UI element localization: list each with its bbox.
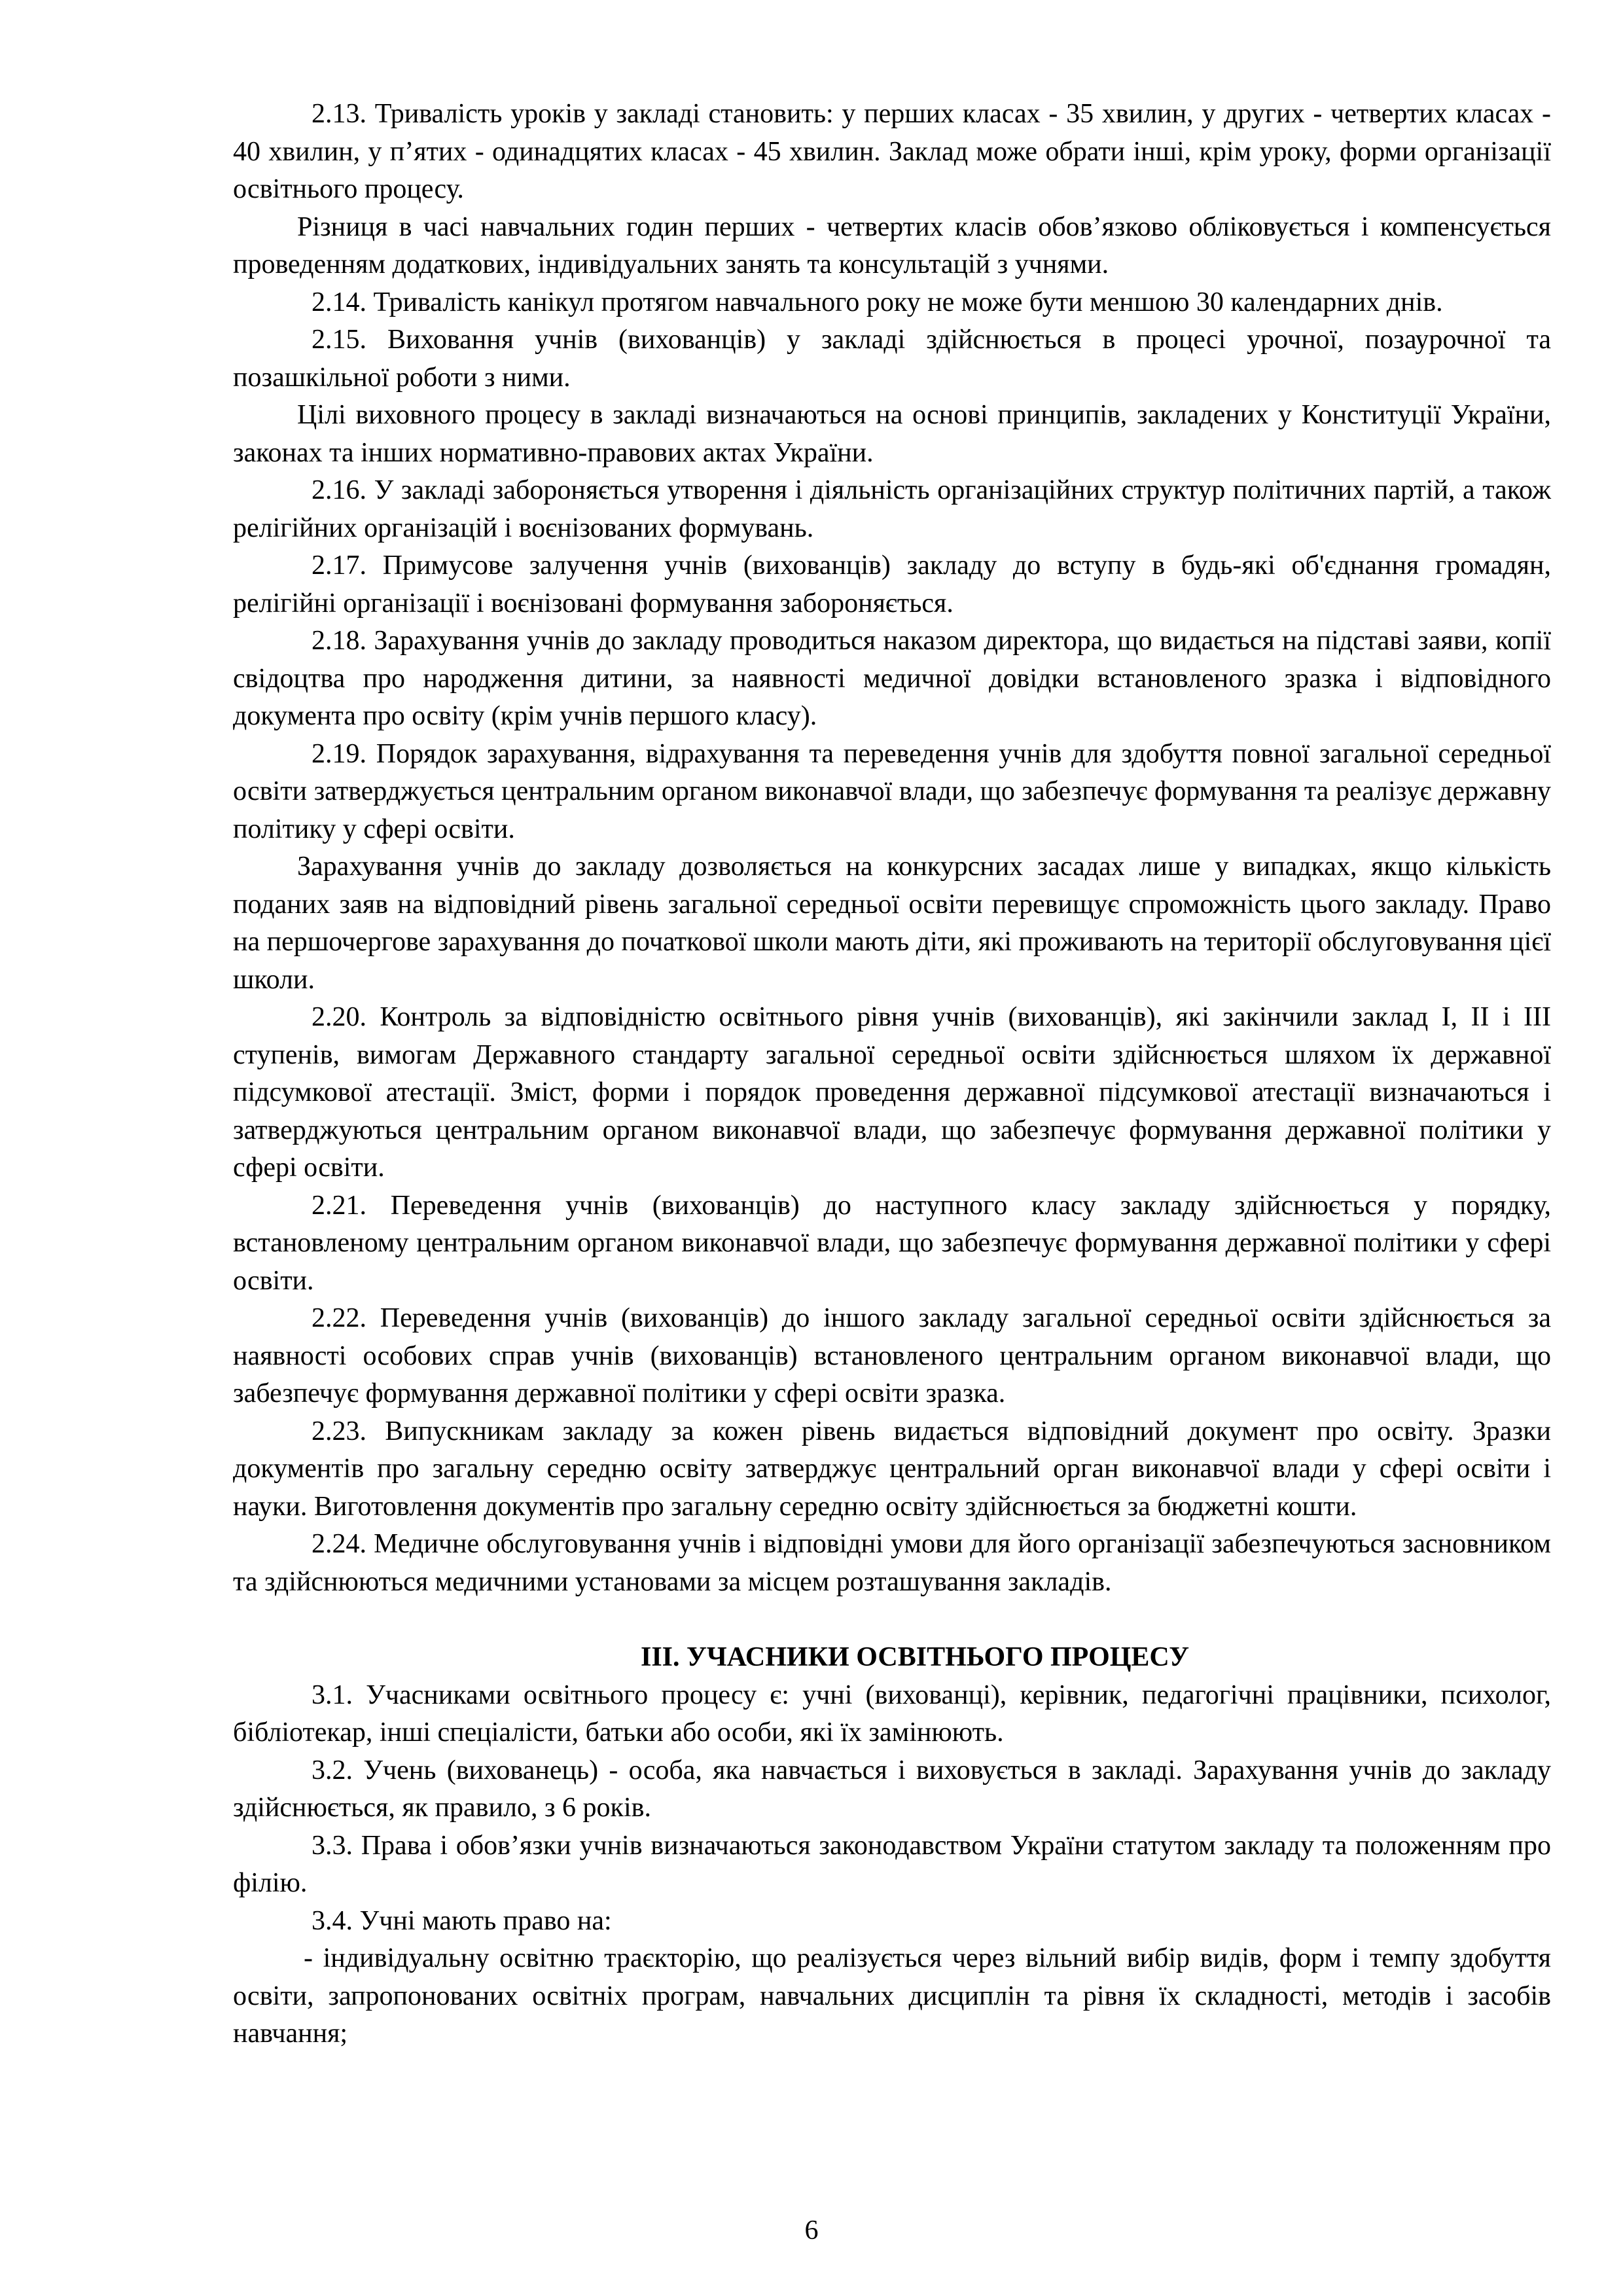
paragraph-2-16: 2.16. У закладі забороняється утворення і діяльність організаційних структур політичних партій, а також релігійних організацій і воєнізованих формувань. xyxy=(233,475,1551,543)
paragraph-2-15: 2.15. Виховання учнів (вихованців) у закладі здійснюється в процесі урочної, позаурочної та позашкільної роботи з ними. xyxy=(233,325,1551,393)
page-number: 6 xyxy=(804,2215,819,2246)
paragraph-2-14: 2.14. Тривалість канікул протягом навчального року не може бути меншою 30 календарних днів. xyxy=(312,287,1443,317)
list-item: - індивідуальну освітню траєкторію, що реалізується через вільний вибір видів, форм і темпу здобуття освіти, запропонованих освітніх програм, навчальних дисциплін та рівня їх складності, методів і засобів навчання; xyxy=(233,1943,1551,2049)
paragraph-2-19: 2.19. Порядок зарахування, відрахування та переведення учнів для здобуття повної загальної середньої освіти затверджується центральним органом виконавчої влади, що забезпечує формування та реалізує державну політику у сфері освіти. xyxy=(233,738,1551,844)
paragraph-2-13-continued: Різниця в часі навчальних годин перших - четвертих класів обов’язково обліковується і компенсується проведенням додаткових, індивідуальних занять та консультацій з учнями. xyxy=(233,211,1551,279)
paragraph-3-3: 3.3. Права і обов’язки учнів визначаються законодавством України статутом закладу та положенням про філію. xyxy=(233,1830,1551,1898)
paragraph-2-24: 2.24. Медичне обслуговування учнів і відповідні умови для його організації забезпечуються засновником та здійснюються медичними установами за місцем розташування закладів. xyxy=(233,1529,1551,1597)
paragraph-2-17: 2.17. Примусове залучення учнів (вихованців) закладу до вступу в будь-які об'єднання громадян, релігійні організації і воєнізовані формування забороняється. xyxy=(233,550,1551,619)
paragraph-2-13: 2.13. Тривалість уроків у закладі становить: у перших класах - 35 хвилин, у других - четвертих класах - 40 хвилин, у п’ятих - одинадцятих класах - 45 хвилин. Заклад може обрати інші, крім уроку, форми організації освітнього процесу. xyxy=(233,99,1551,204)
paragraph-3-1: 3.1. Учасниками освітнього процесу є: учні (вихованці), керівник, педагогічні працівники, психолог, бібліотекар, інші спеціалісти, батьки або особи, які їх замінюють. xyxy=(233,1679,1551,1748)
paragraph-2-21: 2.21. Переведення учнів (вихованців) до наступного класу закладу здійснюється у порядку, встановленому центральним органом виконавчої влади, що забезпечує формування державної політики у сфері освіти. xyxy=(233,1190,1551,1296)
paragraph-2-19-continued: Зарахування учнів до закладу дозволяється на конкурсних засадах лише у випадках, якщо кількість поданих заяв на відповідний рівень загальної середньої освіти перевищує спроможність цього закладу. Право на першочергове зарахування до початкової школи мають діти, які проживають на території обслуговування цієї школи. xyxy=(233,852,1551,995)
document-page xyxy=(233,96,1551,2053)
paragraph-2-15-continued: Цілі виховного процесу в закладі визначаються на основі принципів, закладених у Конституції України, законах та інших нормативно-правових актах України. xyxy=(233,400,1551,468)
paragraph-3-2: 3.2. Учень (вихованець) - особа, яка навчається і виховується в закладі. Зарахування учнів до закладу здійснюється, як правило, з 6 років. xyxy=(233,1755,1551,1823)
paragraph-2-23: 2.23. Випускникам закладу за кожен рівень видається відповідний документ про освіту. Зразки документів про загальну середню освіту затверджує центральний орган виконавчої влади у сфері освіти і науки. Виготовлення документів про загальну середню освіту здійснюється за бюджетні кошти. xyxy=(233,1416,1551,1522)
paragraph-3-4: 3.4. Учні мають право на: xyxy=(312,1905,612,1936)
paragraph-2-22: 2.22. Переведення учнів (вихованців) до іншого закладу загальної середньої освіти здійснюється за наявності особових справ учнів (вихованців) встановленого центральним органом виконавчої влади, що забезпечує формування державної політики у сфері освіти зразка. xyxy=(233,1303,1551,1408)
paragraph-2-18: 2.18. Зарахування учнів до закладу проводиться наказом директора, що видається на підставі заяви, копії свідоцтва про народження дитини, за наявності медичної довідки встановленого зразка і відповідного документа про освіту (крім учнів першого класу). xyxy=(233,626,1551,731)
paragraph-2-20: 2.20. Контроль за відповідністю освітнього рівня учнів (вихованців), які закінчили заклад І, ІІ і ІІІ ступенів, вимогам Державного стандарту загальної середньої освіти здійснюється шляхом їх державної підсумкової атестації. Зміст, форми і порядок проведення державної підсумкової атестації визначаються і затверджуються центральним органом виконавчої влади, що забезпечує формування державної політики у сфері освіти. xyxy=(233,1002,1551,1183)
section-heading: ІІІ. УЧАСНИКИ ОСВІТНЬОГО ПРОЦЕСУ xyxy=(640,1642,1190,1672)
